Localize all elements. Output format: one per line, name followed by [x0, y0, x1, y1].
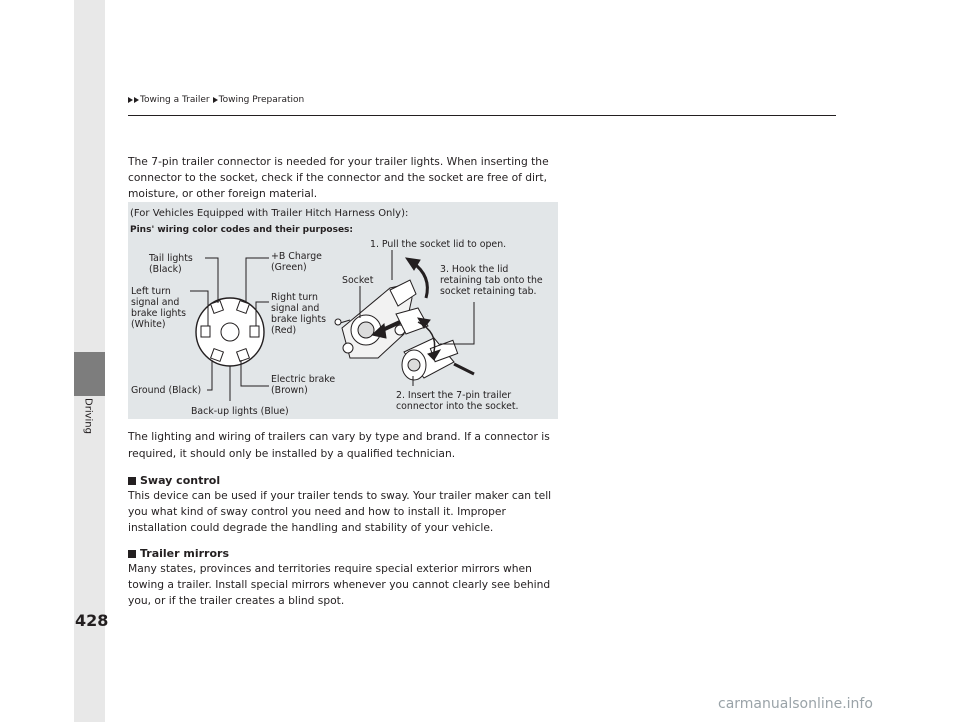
pin-label-left-turn: Left turn signal and brake lights (White): [131, 286, 187, 330]
step-1-label: 1. Pull the socket lid to open.: [370, 239, 507, 250]
pin-label-electric-brake: Electric brake (Brown): [271, 374, 336, 396]
breadcrumb-item[interactable]: Towing a Trailer: [140, 95, 210, 105]
figure-subtitle: Pins' wiring color codes and their purposes:: [130, 225, 354, 235]
pin-label-backup-lights: Back-up lights (Blue): [191, 406, 289, 417]
mirrors-heading-text: Trailer mirrors: [140, 547, 230, 560]
header-rule: [128, 115, 836, 116]
sway-heading: [128, 474, 220, 487]
side-tab-label: Driving: [82, 398, 94, 434]
intro-paragraph: The 7-pin trailer connector is needed for your trailer lights. When inserting the connector to the socket, check if the connector and the socket are free of dirt, moisture, or other foreign material.: [128, 155, 549, 200]
pin-label-tail-lights: Tail lights (Black): [149, 253, 193, 275]
side-tab-marker: [74, 352, 105, 396]
sway-heading-text: Sway control: [140, 474, 221, 487]
connector-figure: [128, 202, 558, 419]
pin-label-ground: Ground (Black): [131, 385, 202, 396]
pin-label-right-turn: Right turn signal and brake lights (Red): [271, 292, 327, 336]
breadcrumb-item[interactable]: Towing Preparation: [218, 95, 305, 105]
sway-paragraph: This device can be used if your trailer tends to sway. Your trailer maker can tell you what kind of sway control you need and how to install it. Improper installation could degrade the handling and stability of your vehicle.: [128, 489, 552, 534]
mirrors-paragraph: Many states, provinces and territories require special exterior mirrors when towing a trailer. Install special mirrors whenever you cannot clearly see behind you, or if the trailer creates a blind spot.: [128, 562, 551, 607]
breadcrumb-arrow-icon: [128, 97, 133, 103]
mirrors-heading: [128, 547, 229, 560]
breadcrumb-arrow-icon: [134, 97, 139, 103]
breadcrumb: [128, 95, 307, 105]
pin-label-charge: +B Charge (Green): [271, 251, 322, 273]
lighting-paragraph: The lighting and wiring of trailers can vary by type and brand. If a connector is required, it should only be installed by a qualified technician.: [128, 430, 550, 460]
figure-title: (For Vehicles Equipped with Trailer Hitch Harness Only):: [130, 208, 409, 219]
step-3-label: 3. Hook the lid retaining tab onto the socket retaining tab.: [440, 264, 543, 297]
step-2-label: 2. Insert the 7-pin trailer connector into the socket.: [396, 390, 519, 412]
breadcrumb-arrow-icon: [213, 97, 218, 103]
socket-label: Socket: [342, 275, 374, 286]
page-number: 428: [75, 611, 109, 630]
footer-watermark: carmanualsonline.info: [718, 696, 873, 712]
bullet-square-icon: [128, 477, 136, 485]
bullet-square-icon: [128, 550, 136, 558]
